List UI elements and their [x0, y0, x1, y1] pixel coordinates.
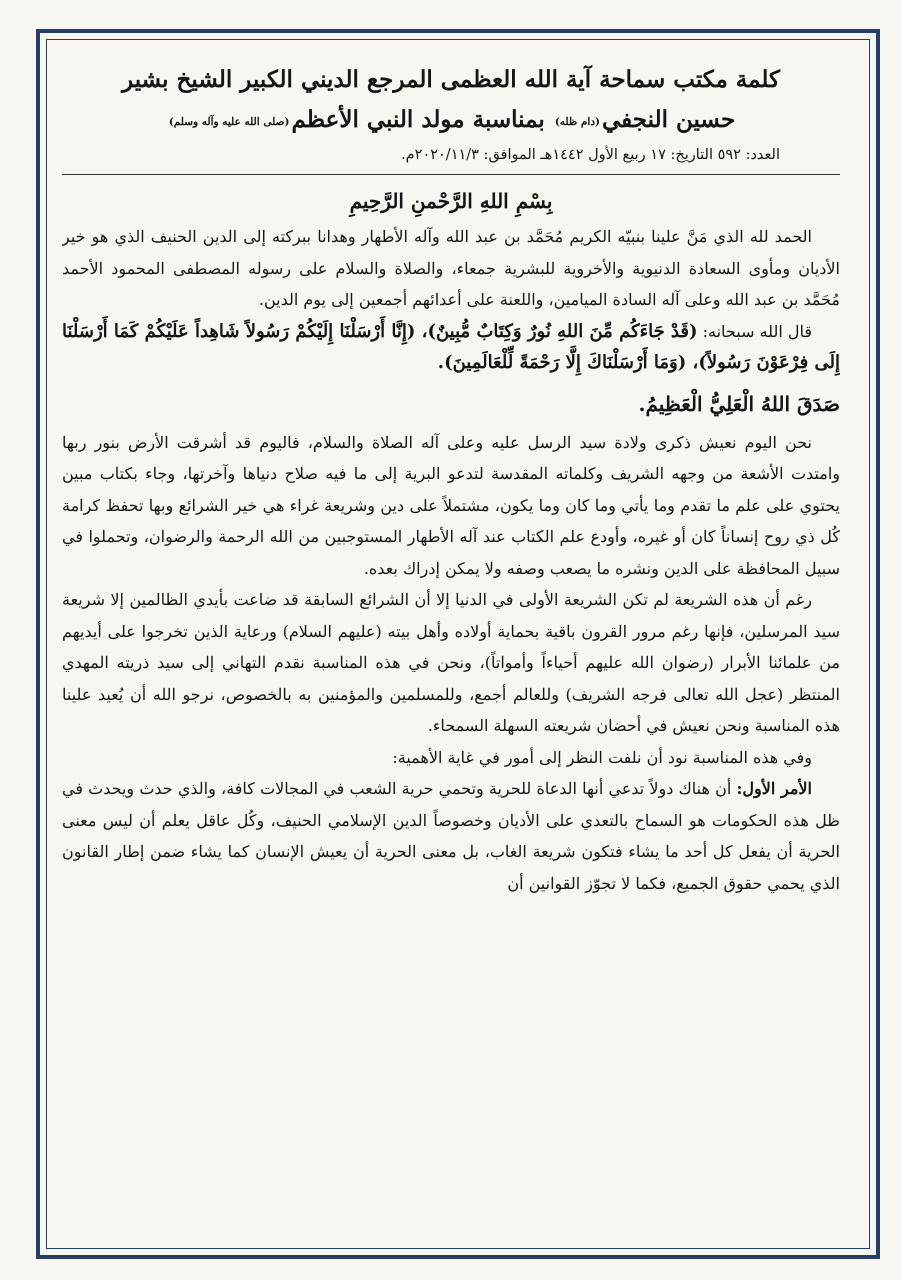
header-divider — [62, 174, 840, 175]
document-meta: العدد: ٥٩٢ التاريخ: ١٧ ربيع الأول ١٤٤٢هـ الموافق: ٢٠٢٠/١١/٣م. — [401, 147, 780, 163]
paragraph-5: وفي هذه المناسبة نود أن نلفت النظر إلى أمور في غاية الأهمية: — [392, 747, 812, 767]
paragraph-3: نحن اليوم نعيش ذكرى ولادة سيد الرسل عليه وعلى آله الصلاة والسلام، فاليوم قد أشرقت الأرض بنور ربها وامتدت الأشعة من وجهه الشريف وكلماته المقدسة لتدعو البرية إلى ما فيه صلاح دنياها وآخرتها، وجاء بكتاب مبين يحتوي على علم ما تقدم وما يأتي وما كان وما يكون، مشتملاً على دين وشريعة غراء هي خير الشرائع وبها تحفظ كرامة كُل ذي روح إنساناً كان أو غيره، وأودع علم الكتاب عند آله الأطهار المستوجبين من الله الرحمة والرضوان، وتحملوا في سبيل المحافظة على الدين ونشره ما يصعب وصفه ولا يمكن إدراك بعده. — [62, 432, 840, 578]
paragraph-1: الحمد لله الذي مَنَّ علينا بنبيّه الكريم مُحَمَّد بن عبد الله وآله الأطهار وهدانا ببركته إلى الدين الحنيف الذي هو خير الأديان ومأوى السعادة الدنيوية والأخروية للبشرية جمعاء، والصلاة والسلام على رسوله المصطفى المحمود الأحمد مُحَمَّد بن عبد الله وعلى آله السادة الميامين، واللعنة على أعدائهم أجمعين إلى يوم الدين. — [62, 227, 840, 309]
title-occasion: بمناسبة مولد النبي الأعظم — [291, 106, 545, 133]
document-title — [62, 60, 840, 140]
paragraph-2 — [62, 316, 840, 379]
paragraph-6 — [62, 773, 840, 899]
title-salutation: (صلى الله عليه وآله وسلم) — [168, 116, 290, 128]
sadaqa-line: صَدَقَ اللهُ الْعَلِيُّ الْعَظِيمُ. — [638, 391, 840, 416]
quran-intro: قال الله سبحانه: — [697, 321, 812, 341]
paragraph-4: رغم أن هذه الشريعة لم تكن الشريعة الأولى في الدنيا إلا أن الشرائع السابقة قد ضاعت بأيدي الظالمين إلا شريعة سيد المرسلين، فإنها رغم مرور القرون باقية بحماية أولاده وأهل بيته (عليهم السلام) ورعاية الذين تخرجوا على أيديهم من علمائنا الأبرار (رضوان الله عليهم أحياءاً وأمواتاً)، ونحن في هذه المناسبة نقدم التهاني إلى سيد ذريته المهدي المنتظر (عجل الله تعالى فرجه الشريف) وللعالم أجمع، وللمسلمين والمؤمنين به بالخصوص، نرجو الله أن يُعيد علينا هذه المناسبة ونحن نعيش في أحضان شريعته السهلة السمحاء. — [62, 590, 840, 735]
title-honorific: (دام ظله) — [554, 116, 600, 128]
title-name: حسين النجفي — [601, 106, 736, 133]
title-line-2 — [62, 100, 840, 140]
first-matter-text: أن هناك دولاً تدعي أنها الدعاة للحرية وتحمي حرية الشعب في المجالات كافة، والذي حدث ويحدث في ظل هذه الحكومات هو السماح بالتعدي على الأديان وخصوصاً الدين الإسلامي الحنيف، وكُل عاقل يعلم أن ليس معنى الحرية أن يفعل كل أحد ما يشاء فتكون شريعة الغاب، بل معنى الحرية أن يعيش الإنسان كما يشاء ضمن إطار القانون الذي يحمي حقوق الجميع، فكما لا تجوّز القوانين أن — [62, 779, 840, 893]
basmala: بِسْمِ اللهِ الرَّحْمنِ الرَّحِيمِ — [349, 189, 553, 213]
quran-verses: (قَدْ جَاءَكُم مِّنَ اللهِ نُورٌ وَكِتَابٌ مُّبِينٌ)، (إِنَّا أَرْسَلْنَا إِلَيْكُمْ رَسُولاً شَاهِداً عَلَيْكُمْ كَمَا أَرْسَلْنَا إِلَى فِرْعَوْنَ رَسُولاً)، (وَمَا أَرْسَلْنَاكَ إِلَّا رَحْمَةً لِّلْعَالَمِينَ). — [62, 320, 840, 373]
title-line-1: كلمة مكتب سماحة آية الله العظمى المرجع الديني الكبير الشيخ بشير — [122, 66, 780, 93]
document-content — [62, 60, 840, 1240]
first-matter-label: الأمر الأول: — [736, 779, 812, 798]
